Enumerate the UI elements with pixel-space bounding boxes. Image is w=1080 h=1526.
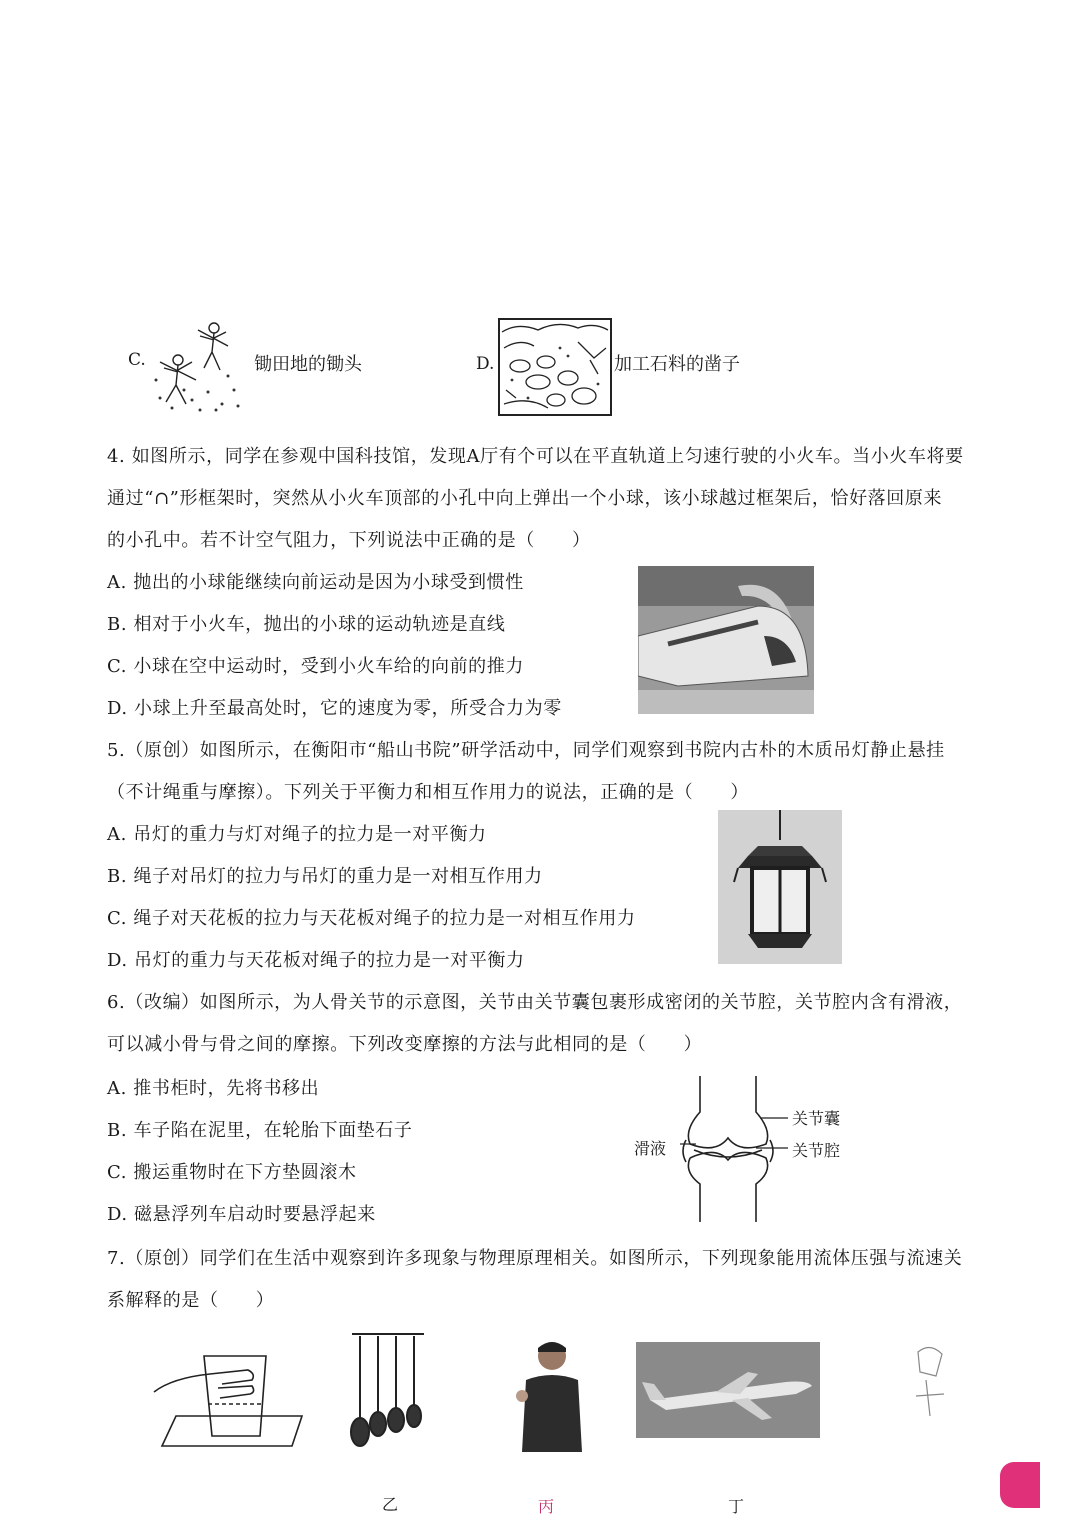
q3-option-d-letter[interactable]: D. [476,354,495,374]
faint-figure-illustration [900,1336,960,1432]
q5-option-b[interactable]: B. 绳子对吊灯的拉力与吊灯的重力是一对相互作用力 [107,866,543,887]
spoons-illustration [346,1326,430,1452]
synovial-fluid-label: 滑液 [634,1139,667,1158]
q6-option-b[interactable]: B. 车子陷在泥里，在轮胎下面垫石子 [107,1120,413,1141]
fig-mark-1: 甲 [226,1499,243,1518]
fig-mark-4: 丁 [728,1497,745,1516]
q6-option-a[interactable]: A. 推书柜时，先将书移出 [107,1078,320,1099]
q5-option-a[interactable]: A. 吊灯的重力与灯对绳子的拉力是一对平衡力 [107,824,487,845]
q6-stem-line-2: 可以减小骨与骨之间的摩擦。下列改变摩擦的方法与此相同的是（ ） [107,1034,703,1055]
q6-option-c[interactable]: C. 搬运重物时在下方垫圆滚木 [107,1162,357,1183]
q4-stem-line-2: 通过“∩”形框架时，突然从小火车顶部的小孔中向上弹出一个小球，该小球越过框架后，恰好落回原来 [107,488,943,509]
lantern-photo [718,810,842,964]
hoe-farming-illustration [148,310,248,415]
knee-joint-leader-lines [680,1100,790,1160]
q7-stem-line-1: 7.（原创）同学们在生活中观察到许多现象与物理原理相关。如图所示，下列现象能用流体压强与流速关 [107,1248,963,1269]
q5-stem-line-2: （不计绳重与摩擦）。下列关于平衡力和相互作用力的说法，正确的是（ ） [107,782,749,803]
q7-stem-line-2: 系解释的是（ ） [107,1290,275,1311]
q3-option-c-letter[interactable]: C. [128,350,146,370]
q4-stem-line-1: 4. 如图所示，同学在参观中国科技馆，发现A厅有个可以在平直轨道上匀速行驶的小火车。当小火车将要 [107,446,964,467]
boy-photo [512,1336,592,1452]
q5-option-d[interactable]: D. 吊灯的重力与天花板对绳子的拉力是一对平衡力 [107,950,525,971]
q4-stem-line-3: 的小孔中。若不计空气阻力，下列说法中正确的是（ ） [107,530,591,551]
joint-capsule-label: 关节囊 [792,1109,841,1128]
cup-card-illustration [152,1340,308,1450]
stone-chisel-illustration [498,318,612,416]
q4-option-b[interactable]: B. 相对于小火车，抛出的小球的运动轨迹是直线 [107,614,506,635]
q4-option-c[interactable]: C. 小球在空中运动时，受到小火车给的向前的推力 [107,656,524,677]
joint-cavity-label: 关节腔 [792,1141,841,1160]
q3-option-c-text: 锄田地的锄头 [254,354,362,375]
q5-stem-line-1: 5.（原创）如图所示，在衡阳市“船山书院”研学活动中，同学们观察到书院内古朴的木质吊灯静止悬挂 [107,740,945,761]
q6-option-d[interactable]: D. 磁悬浮列车启动时要悬浮起来 [107,1204,376,1225]
fig-mark-3: 丙 [538,1497,555,1516]
airplane-photo [636,1342,820,1438]
q5-option-c[interactable]: C. 绳子对天花板的拉力与天花板对绳子的拉力是一对相互作用力 [107,908,636,929]
corner-badge [1000,1462,1040,1508]
fig-mark-2: 乙 [382,1495,399,1514]
q4-option-d[interactable]: D. 小球上升至最高处时，它的速度为零，所受合力为零 [107,698,562,719]
q4-option-a[interactable]: A. 抛出的小球能继续向前运动是因为小球受到惯性 [107,572,524,593]
q3-option-d-text: 加工石料的凿子 [614,354,740,375]
q6-stem-line-1: 6.（改编）如图所示，为人骨关节的示意图，关节由关节囊包裹形成密闭的关节腔，关节腔内含有滑液， [107,992,963,1013]
train-photo [638,566,814,714]
